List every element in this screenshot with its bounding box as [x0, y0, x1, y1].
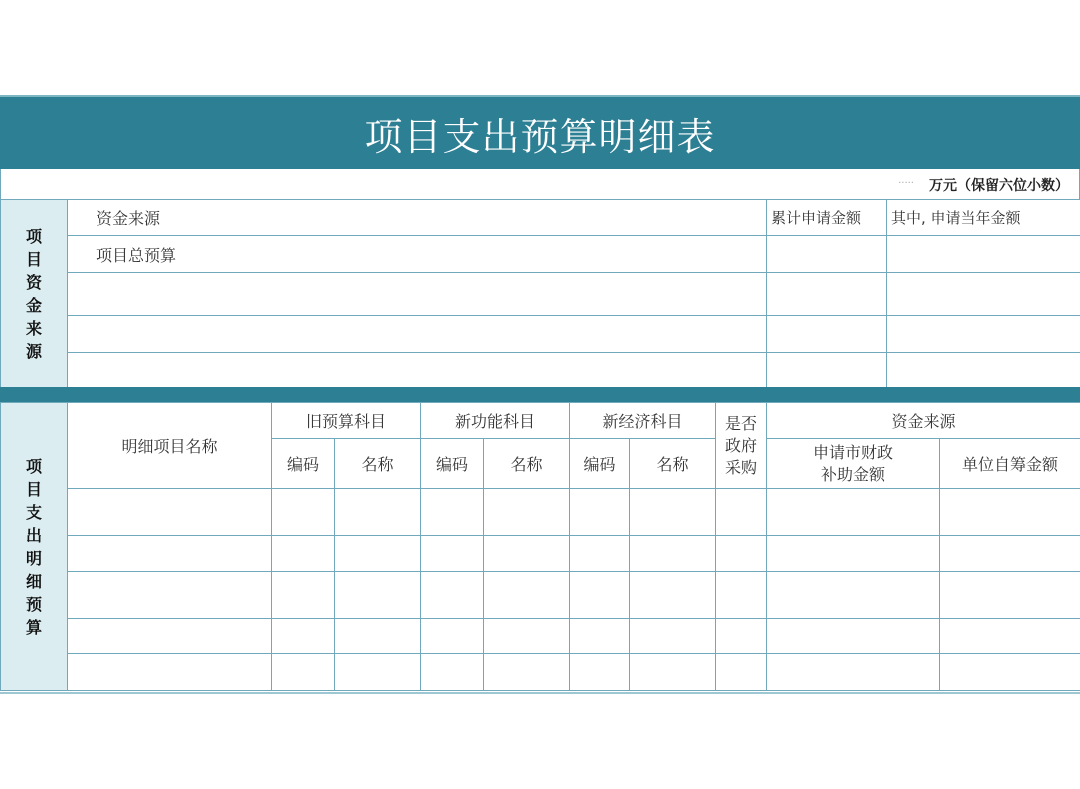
- table-row: [1, 619, 1080, 654]
- input-cell[interactable]: [767, 536, 940, 572]
- input-cell[interactable]: [484, 572, 570, 619]
- input-cell[interactable]: [570, 619, 630, 654]
- header-new-economic: 新经济科目: [570, 403, 716, 439]
- header-new-function: 新功能科目: [421, 403, 570, 439]
- table-row: [1, 654, 1080, 691]
- input-cell[interactable]: [630, 619, 716, 654]
- input-cell[interactable]: [887, 316, 1080, 353]
- input-cell[interactable]: [940, 489, 1080, 536]
- side-char: 项: [25, 456, 42, 476]
- header-gov-purchase-line: 是否: [725, 413, 758, 433]
- input-cell[interactable]: [716, 619, 767, 654]
- header-gov-purchase-line: 采购: [725, 457, 758, 477]
- header-old-code: 编码: [272, 439, 335, 489]
- bottom-border: [0, 692, 1080, 694]
- expense-detail-table: [0, 402, 1080, 691]
- input-cell[interactable]: [570, 654, 630, 691]
- input-cell[interactable]: [68, 353, 767, 388]
- section-separator: [0, 387, 1080, 402]
- input-cell[interactable]: [68, 273, 767, 316]
- title-bar: [0, 95, 1080, 169]
- input-cell[interactable]: [272, 654, 335, 691]
- input-cell[interactable]: [630, 654, 716, 691]
- budget-document: [0, 95, 1080, 695]
- input-cell[interactable]: [887, 236, 1080, 273]
- header-gov-purchase: [716, 403, 767, 489]
- header-item-name: 明细项目名称: [68, 403, 272, 489]
- input-cell[interactable]: [887, 273, 1080, 316]
- input-cell[interactable]: [68, 489, 272, 536]
- input-cell[interactable]: [570, 536, 630, 572]
- input-cell[interactable]: [716, 654, 767, 691]
- input-cell[interactable]: [68, 316, 767, 353]
- header-old-name: 名称: [335, 439, 421, 489]
- side-char: 资: [25, 272, 42, 292]
- header-city-subsidy: [767, 439, 940, 489]
- side-char: 金: [25, 295, 42, 315]
- input-cell[interactable]: [767, 572, 940, 619]
- side-label-fund-source: [1, 200, 68, 388]
- input-cell[interactable]: [68, 619, 272, 654]
- fund-source-table: [0, 199, 1080, 388]
- header-city-subsidy-line: 申请市财政: [813, 442, 894, 462]
- header-cumulative-amount: 累计申请金额: [767, 200, 887, 236]
- input-cell[interactable]: [272, 536, 335, 572]
- input-cell[interactable]: [484, 489, 570, 536]
- table-row: [1, 489, 1080, 536]
- input-cell[interactable]: [767, 273, 887, 316]
- input-cell[interactable]: [421, 489, 484, 536]
- input-cell[interactable]: [484, 654, 570, 691]
- page-title: 项目支出预算明细表: [364, 114, 716, 159]
- side-char: 细: [25, 571, 42, 591]
- table-row: [1, 536, 1080, 572]
- input-cell[interactable]: [68, 654, 272, 691]
- input-cell[interactable]: [335, 654, 421, 691]
- input-cell[interactable]: [630, 536, 716, 572]
- input-cell[interactable]: [570, 572, 630, 619]
- header-gov-purchase-line: 政府: [725, 435, 758, 455]
- unit-row: [0, 169, 1080, 199]
- input-cell[interactable]: [940, 654, 1080, 691]
- input-cell[interactable]: [272, 572, 335, 619]
- input-cell[interactable]: [421, 654, 484, 691]
- input-cell[interactable]: [767, 236, 887, 273]
- input-cell[interactable]: [421, 572, 484, 619]
- side-char: 预: [25, 594, 42, 614]
- input-cell[interactable]: [335, 572, 421, 619]
- side-char: 目: [25, 249, 42, 269]
- side-char: 明: [25, 548, 42, 568]
- input-cell[interactable]: [767, 654, 940, 691]
- input-cell[interactable]: [767, 316, 887, 353]
- cell-total-budget-label: 项目总预算: [68, 236, 767, 273]
- header-old-budget: 旧预算科目: [272, 403, 421, 439]
- input-cell[interactable]: [570, 489, 630, 536]
- input-cell[interactable]: [272, 489, 335, 536]
- header-fund-source: 资金来源: [767, 403, 1080, 439]
- input-cell[interactable]: [630, 489, 716, 536]
- input-cell[interactable]: [484, 619, 570, 654]
- input-cell[interactable]: [767, 489, 940, 536]
- input-cell[interactable]: [484, 536, 570, 572]
- header-econ-code: 编码: [570, 439, 630, 489]
- input-cell[interactable]: [767, 619, 940, 654]
- unit-note: 万元（保留六位小数）: [929, 178, 1069, 194]
- input-cell[interactable]: [716, 489, 767, 536]
- unit-dots: .....: [898, 175, 914, 186]
- header-fund-source: 资金来源: [68, 200, 767, 236]
- side-char: 来: [25, 318, 42, 338]
- header-current-year-amount: 其中, 申请当年金额: [887, 200, 1080, 236]
- input-cell[interactable]: [335, 536, 421, 572]
- side-char: 算: [25, 617, 42, 637]
- header-self-raised: 单位自筹金额: [940, 439, 1080, 489]
- side-char: 支: [25, 502, 42, 522]
- header-func-code: 编码: [421, 439, 484, 489]
- input-cell[interactable]: [630, 572, 716, 619]
- side-char: 目: [25, 479, 42, 499]
- header-econ-name: 名称: [630, 439, 716, 489]
- input-cell[interactable]: [335, 489, 421, 536]
- input-cell[interactable]: [272, 619, 335, 654]
- input-cell[interactable]: [68, 572, 272, 619]
- side-char: 出: [25, 525, 42, 545]
- input-cell[interactable]: [421, 619, 484, 654]
- header-city-subsidy-line: 补助金额: [821, 464, 886, 484]
- side-char: 源: [25, 341, 42, 361]
- side-label-expense-detail: [1, 403, 68, 691]
- input-cell[interactable]: [887, 353, 1080, 388]
- input-cell[interactable]: [716, 572, 767, 619]
- side-char: 项: [25, 226, 42, 246]
- input-cell[interactable]: [940, 572, 1080, 619]
- input-cell[interactable]: [335, 619, 421, 654]
- header-func-name: 名称: [484, 439, 570, 489]
- input-cell[interactable]: [767, 353, 887, 388]
- input-cell[interactable]: [940, 536, 1080, 572]
- input-cell[interactable]: [940, 619, 1080, 654]
- input-cell[interactable]: [421, 536, 484, 572]
- input-cell[interactable]: [716, 536, 767, 572]
- input-cell[interactable]: [68, 536, 272, 572]
- table-row: [1, 572, 1080, 619]
